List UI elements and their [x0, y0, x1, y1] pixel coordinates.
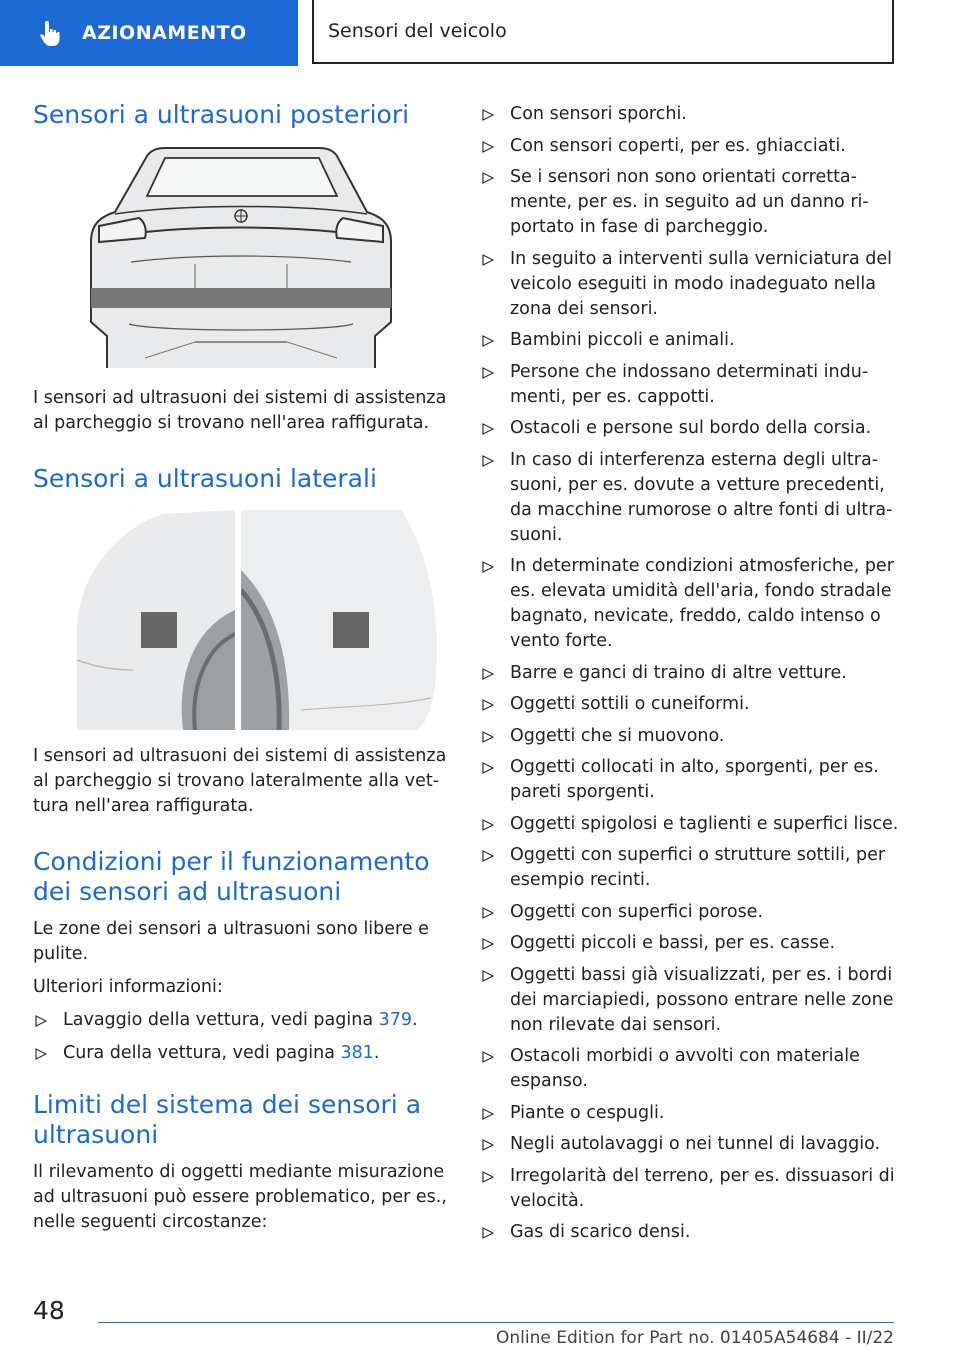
- triangle-bullet-icon: [482, 938, 494, 950]
- hand-pointer-icon: [36, 18, 66, 48]
- triangle-bullet-icon: [482, 970, 494, 982]
- list-item: Oggetti che si muovono.: [480, 724, 900, 749]
- list-item: Oggetti sottili o cuneiformi.: [480, 692, 900, 717]
- list-item: Barre e ganci di traino di altre vetture.: [480, 661, 900, 686]
- list-item: In determinate condizioni atmosferiche, per es. elevata umidità dell'aria, fondo stradale bagnato, nevicate, freddo, caldo intenso o vento forte.: [480, 554, 900, 654]
- list-item: Oggetti con superfici porose.: [480, 900, 900, 925]
- more-info-list: [33, 1008, 451, 1066]
- list-item: Piante o cespugli.: [480, 1101, 900, 1126]
- heading-side-sensors: Sensori a ultrasuoni laterali: [33, 464, 377, 493]
- footer-divider: [98, 1322, 894, 1323]
- list-item: Se i sensori non sono orientati corretta-mente, per es. in seguito ad un danno ri-portato in fase di parcheggio.: [480, 165, 900, 240]
- heading-conditions: Condizioni per il funzionamento dei sensori ad ultrasuoni: [33, 847, 430, 906]
- triangle-bullet-icon: [482, 367, 494, 379]
- page-link-379[interactable]: 379: [378, 1010, 413, 1030]
- triangle-bullet-icon: [482, 731, 494, 743]
- triangle-bullet-icon: [35, 1048, 47, 1060]
- paragraph-side-sensors: I sensori ad ultrasuoni dei sistemi di assistenza al parcheggio si trovano lateralmente alla vet-tura nell'area raffigurata.: [33, 746, 447, 816]
- heading-limits: Limiti del sistema dei sensori a ultrasuoni: [33, 1090, 422, 1149]
- limitations-list: [480, 102, 900, 1245]
- left-column: [33, 100, 451, 1235]
- list-item: Persone che indossano determinati indu-menti, per es. cappotti.: [480, 360, 900, 410]
- list-item: Con sensori coperti, per es. ghiacciati.: [480, 134, 900, 159]
- paragraph-conditions: Le zone dei sensori a ultrasuoni sono libere e pulite.: [33, 919, 429, 964]
- list-item: In caso di interferenza esterna degli ultra-suoni, per es. dovute a vetture precedenti, da macchine rumorose o altre fonti di ultra-suoni.: [480, 448, 900, 548]
- triangle-bullet-icon: [482, 1171, 494, 1183]
- triangle-bullet-icon: [482, 172, 494, 184]
- triangle-bullet-icon: [482, 109, 494, 121]
- side-sensors-illustration: [73, 510, 438, 730]
- chapter-header: [312, 0, 894, 64]
- heading-rear-sensors: Sensori a ultrasuoni posteriori: [33, 100, 410, 129]
- edition-note: Online Edition for Part no. 01405A54684 - II/22: [495, 1328, 894, 1348]
- list-item: Ostacoli e persone sul bordo della corsia.: [480, 416, 900, 441]
- triangle-bullet-icon: [482, 819, 494, 831]
- list-item: Oggetti collocati in alto, sporgenti, per es. pareti sporgenti.: [480, 755, 900, 805]
- triangle-bullet-icon: [482, 1051, 494, 1063]
- paragraph-rear-sensors: I sensori ad ultrasuoni dei sistemi di assistenza al parcheggio si trovano nell'area raffigurata.: [33, 388, 447, 433]
- chapter-title: Sensori del veicolo: [328, 20, 507, 42]
- triangle-bullet-icon: [482, 561, 494, 573]
- list-item: Oggetti con superfici o strutture sottili, per esempio recinti.: [480, 843, 900, 893]
- list-item: Bambini piccoli e animali.: [480, 328, 900, 353]
- list-item: Negli autolavaggi o nei tunnel di lavaggio.: [480, 1132, 900, 1157]
- triangle-bullet-icon: [482, 423, 494, 435]
- triangle-bullet-icon: [482, 668, 494, 680]
- triangle-bullet-icon: [482, 335, 494, 347]
- triangle-bullet-icon: [482, 1108, 494, 1120]
- triangle-bullet-icon: [482, 762, 494, 774]
- paragraph-more-info: Ulteriori informazioni:: [33, 977, 223, 997]
- triangle-bullet-icon: [482, 850, 494, 862]
- list-item: Lavaggio della vettura, vedi pagina 379.: [33, 1008, 451, 1033]
- page-number: 48: [33, 1296, 65, 1325]
- list-item: Oggetti spigolosi e taglienti e superfici lisce.: [480, 812, 900, 837]
- section-title: AZIONAMENTO: [82, 22, 247, 44]
- list-item: Oggetti bassi già visualizzati, per es. i bordi dei marciapiedi, possono entrare nelle zone non rilevate dai sensori.: [480, 963, 900, 1038]
- triangle-bullet-icon: [482, 455, 494, 467]
- triangle-bullet-icon: [35, 1015, 47, 1027]
- side-sensor-left-view: [73, 510, 235, 730]
- list-item: Irregolarità del terreno, per es. dissuasori di velocità.: [480, 1164, 900, 1214]
- triangle-bullet-icon: [482, 141, 494, 153]
- triangle-bullet-icon: [482, 1227, 494, 1239]
- right-column: [480, 102, 900, 1252]
- side-sensor-right-view: [241, 510, 438, 730]
- rear-car-illustration: [85, 146, 397, 368]
- list-item: Con sensori sporchi.: [480, 102, 900, 127]
- list-item: Ostacoli morbidi o avvolti con materiale espanso.: [480, 1044, 900, 1094]
- list-item: In seguito a interventi sulla verniciatura del veicolo eseguiti in modo inadeguato nella zona dei sensori.: [480, 247, 900, 322]
- triangle-bullet-icon: [482, 699, 494, 711]
- page-link-381[interactable]: 381: [340, 1043, 374, 1063]
- list-item: Cura della vettura, vedi pagina 381.: [33, 1041, 451, 1066]
- paragraph-limits: Il rilevamento di oggetti mediante misurazione ad ultrasuoni può essere problematico, per es., nelle seguenti circostanze:: [33, 1162, 447, 1232]
- list-item: Oggetti piccoli e bassi, per es. casse.: [480, 931, 900, 956]
- triangle-bullet-icon: [482, 1139, 494, 1151]
- list-item: Gas di scarico densi.: [480, 1220, 900, 1245]
- section-tab: [0, 0, 298, 66]
- triangle-bullet-icon: [482, 907, 494, 919]
- triangle-bullet-icon: [482, 254, 494, 266]
